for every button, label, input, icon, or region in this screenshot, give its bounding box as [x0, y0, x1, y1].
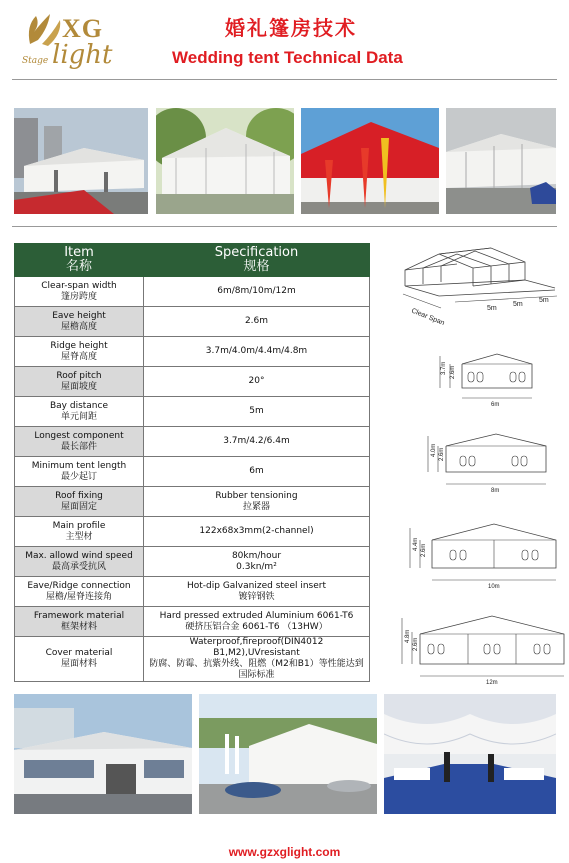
item-name-en: Main profile	[52, 520, 106, 531]
table-row	[15, 277, 370, 307]
column-header-spec-en: Specification	[214, 245, 299, 260]
item-name-cn: 屋脊高度	[60, 351, 97, 362]
spec-value: 6m/8m/10m/12m	[217, 286, 296, 296]
spec-cell	[144, 427, 370, 457]
column-header-spec-cn: 规格	[243, 259, 270, 274]
website-url: www.gzxglight.com	[228, 845, 341, 859]
item-name-en: Clear-span width	[41, 280, 117, 291]
elevation-diagram-10m	[404, 520, 560, 592]
table-row	[15, 547, 370, 577]
spec-cell	[144, 547, 370, 577]
spec-cell	[144, 277, 370, 307]
spec-value: 3.7m/4.0m/4.4m/4.8m	[205, 346, 308, 356]
eave-height-label-10m: 2.6m	[421, 543, 427, 557]
spec-value: 122x68x3mm(2-channel)	[199, 526, 314, 536]
column-header-item-en: Item	[64, 245, 94, 260]
width-label-10m: 10m	[488, 584, 500, 590]
tent-photo-1	[14, 108, 148, 214]
elevation-diagram-12m	[398, 612, 566, 688]
header-divider	[12, 79, 557, 80]
page-title-cn: 婚礼篷房技术	[225, 16, 357, 40]
item-name-cn: 篷房跨度	[60, 291, 97, 302]
spec-value-secondary: 防腐、防霉、抗紫外线、阻燃（M2和B1）等性能达到国际标准	[149, 659, 364, 680]
spec-value: Rubber tensioning	[215, 490, 298, 501]
item-name-en: Roof pitch	[56, 370, 102, 381]
tent-photo-3	[301, 108, 439, 214]
table-row	[15, 517, 370, 547]
spec-value: 20°	[248, 376, 265, 386]
item-name-cn: 屋面坡度	[60, 381, 97, 392]
item-name-cn: 框架材料	[60, 621, 97, 632]
item-cell	[15, 457, 144, 487]
table-row	[15, 637, 370, 682]
ridge-height-label-12m: 4.8m	[405, 629, 411, 643]
table-row	[15, 367, 370, 397]
spec-value-secondary: 硬挤压铝合金 6061-T6 （13HW）	[185, 621, 328, 632]
item-cell	[15, 367, 144, 397]
logo-stage-text: Stage	[22, 56, 49, 66]
spec-cell	[144, 517, 370, 547]
tent-photo-7	[384, 694, 556, 814]
width-label-12m: 12m	[486, 680, 498, 686]
item-name-cn: 主型材	[65, 531, 93, 542]
table-row	[15, 397, 370, 427]
bay-label-2: 5m	[513, 301, 523, 308]
spec-cell	[144, 487, 370, 517]
table-row	[15, 457, 370, 487]
table-row	[15, 337, 370, 367]
spec-value-secondary: 拉紧器	[242, 501, 270, 512]
spec-value: 80km/hour	[231, 550, 282, 561]
ridge-height-label-6m: 3.7m	[441, 361, 447, 375]
item-name-en: Ridge height	[50, 340, 108, 351]
eave-height-label-6m: 2.6m	[450, 365, 456, 379]
eave-height-label-8m: 2.6m	[439, 447, 445, 461]
item-cell	[15, 547, 144, 577]
spec-value: 6m	[249, 466, 264, 476]
bay-label-1: 5m	[487, 305, 497, 312]
spec-cell	[144, 397, 370, 427]
item-cell	[15, 487, 144, 517]
elevation-diagram-8m	[424, 430, 554, 496]
tent-photo-6	[199, 694, 377, 814]
tent-photo-2	[156, 108, 294, 214]
item-cell	[15, 517, 144, 547]
tent-photo-4	[446, 108, 556, 214]
spec-cell	[144, 367, 370, 397]
tent-photo-5	[14, 694, 192, 814]
item-name-en: Max. allowd wind speed	[25, 550, 133, 561]
elevation-diagram-6m	[432, 350, 542, 410]
ridge-height-label-8m: 4.0m	[431, 443, 437, 457]
width-label-8m: 8m	[491, 488, 500, 494]
column-header-item-cn: 名称	[65, 259, 92, 274]
table-row	[15, 427, 370, 457]
width-label-6m: 6m	[491, 402, 500, 408]
eave-height-label-12m: 2.6m	[413, 637, 419, 651]
spec-cell	[144, 337, 370, 367]
item-name-en: Minimum tent length	[31, 460, 127, 471]
spec-value: 3.7m/4.2/6.4m	[223, 436, 290, 446]
item-cell	[15, 607, 144, 637]
spec-value: Hot-dip Galvanized steel insert	[186, 580, 327, 591]
spec-value: 2.6m	[244, 316, 269, 326]
item-cell	[15, 397, 144, 427]
isometric-frame-diagram	[395, 236, 560, 336]
item-name-en: Eave/Ridge connection	[27, 580, 131, 591]
spec-cell	[144, 457, 370, 487]
item-name-cn: 最高承受抗风	[51, 561, 106, 572]
spec-value: Waterproof,fireproof(DIN4012 B1,M2),UVresistant	[189, 637, 324, 658]
bay-label-3: 5m	[539, 297, 549, 304]
section-divider	[12, 226, 557, 227]
item-cell	[15, 577, 144, 607]
table-row	[15, 307, 370, 337]
item-cell	[15, 337, 144, 367]
item-name-en: Roof fixing	[55, 490, 103, 501]
item-name-cn: 屋面固定	[60, 501, 97, 512]
item-name-cn: 单元间距	[60, 411, 97, 422]
page-header	[0, 0, 569, 80]
item-name-en: Bay distance	[49, 400, 108, 411]
spec-table	[14, 243, 370, 682]
column-header-item	[15, 244, 144, 277]
item-name-cn: 最长部件	[60, 441, 97, 452]
table-row	[15, 577, 370, 607]
item-name-cn: 最少起订	[60, 471, 97, 482]
logo-xg-text: XG	[62, 14, 103, 43]
ridge-height-label-10m: 4.4m	[413, 537, 419, 551]
item-name-cn: 屋檐高度	[60, 321, 97, 332]
spec-cell	[144, 307, 370, 337]
spec-cell	[144, 577, 370, 607]
table-row	[15, 487, 370, 517]
column-header-spec	[144, 244, 370, 277]
logo-light-text: light	[52, 40, 113, 70]
spec-value-secondary: 0.3kn/m²	[236, 561, 277, 572]
item-name-cn: 屋面材料	[60, 659, 97, 669]
item-name-en: Cover material	[45, 648, 113, 658]
table-row	[15, 607, 370, 637]
spec-value: Hard pressed extruded Aluminium 6061-T6	[159, 610, 354, 621]
item-name-en: Longest component	[34, 430, 124, 441]
item-name-cn: 屋檐/屋脊连接角	[45, 591, 113, 602]
clear-span-label: Clear Span	[410, 307, 446, 328]
item-name-en: Framework material	[33, 610, 125, 621]
item-cell	[15, 277, 144, 307]
table-header-row	[15, 244, 370, 277]
brand-logo	[22, 10, 142, 74]
item-cell	[15, 427, 144, 457]
spec-value: 5m	[249, 406, 264, 416]
page-title-en: Wedding tent Technical Data	[172, 48, 403, 67]
spec-value-secondary: 镀锌钢铁	[238, 591, 275, 602]
item-cell	[15, 637, 144, 682]
spec-cell	[144, 637, 370, 682]
item-cell	[15, 307, 144, 337]
spec-cell	[144, 607, 370, 637]
item-name-en: Eave height	[52, 310, 106, 321]
